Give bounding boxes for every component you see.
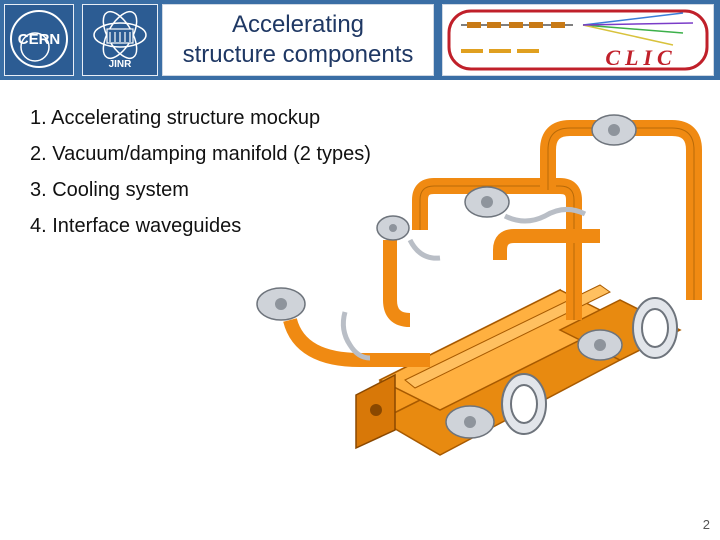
jinr-logo xyxy=(82,4,158,76)
list-item: 3. Cooling system xyxy=(30,179,189,201)
accelerating-structure-render xyxy=(236,106,714,486)
list-item: 1. Accelerating structure mockup xyxy=(30,107,321,129)
svg-text:JINR: JINR xyxy=(108,59,132,70)
svg-text:CERN: CERN xyxy=(17,31,61,48)
slide-header xyxy=(0,0,720,80)
list-item: 2. Vacuum/damping manifold (2 types) xyxy=(30,143,371,165)
slide-title xyxy=(183,10,414,70)
title-line-2: structure components xyxy=(182,41,414,68)
clic-logo xyxy=(442,4,714,76)
page-number: 2 xyxy=(702,517,710,532)
title-box xyxy=(162,4,434,76)
list-item: 4. Interface waveguides xyxy=(30,215,242,237)
title-line-1: Accelerating xyxy=(231,11,365,38)
jinr-logo-icon xyxy=(83,5,157,75)
cern-logo xyxy=(4,4,74,76)
clic-logo-icon xyxy=(443,5,713,75)
cern-logo-icon xyxy=(5,5,73,75)
svg-text:CLIC: CLIC xyxy=(605,45,677,70)
